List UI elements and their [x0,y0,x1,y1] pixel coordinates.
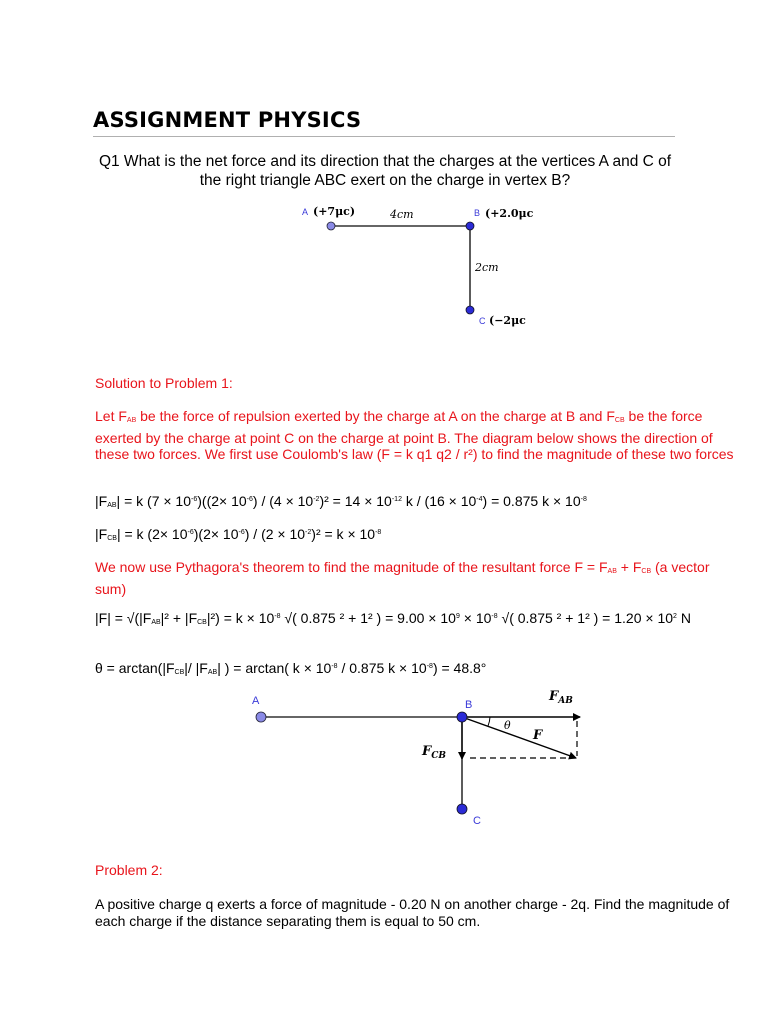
point-b [466,222,474,230]
label-c: C [479,316,486,326]
pythagoras-paragraph: We now use Pythagora's theorem to find the magnitude of the resultant force $F = F_{AB} + F_{CB}$ (a vector sum) [95,559,710,597]
angle-arc [488,717,490,726]
point-a [327,222,335,230]
equation-theta: $\theta = \arctan(|F_{CB}|/$ $|F_{AB}|$ ) = arctan( $k \times 10^{-8} / 0.875$ $k \times 10^{-8}) = 48.8^\circ$ [95,660,487,676]
charge-b: (+2.0μc [485,207,534,220]
point-c [466,306,474,314]
label-fcb: $F_{CB}$ [422,744,447,761]
problem-2-text: A positive charge q exerts a force of magnitude - 0.20 N on another charge - 2q. Find the magnitude of each charge if the distance separating them is equal to 50 cm. [95,896,730,929]
charge-c: (−2μc [489,314,526,327]
charge-a: (+7μc) [313,205,356,218]
question-1: Q1 What is the net force and its direction that the charges at the vertices A and C of the right triangle ABC exert on the charge in vertex B? [98,153,672,189]
problem-2-heading: Problem 2: [95,862,163,878]
equation-resultant: $|F| = √(|F_{AB}|^2 + |F_{CB}|^2) = k \times 10^{-8}$ √( 0.875 ² + 1² ) = $9.00 \times 10^9 \times 10^{-8}$ √( 0.875 ² + 1² ) = $1.20 \times 10^2$ N [95,610,691,626]
label-f: F [533,728,543,743]
point-b [457,712,467,722]
label-b: B [465,699,473,711]
label-a: A [302,207,309,217]
point-c [457,804,467,814]
solution-heading: Solution to Problem 1: [95,375,233,391]
label-c: C [473,815,481,827]
label-theta: θ [504,719,511,732]
dist-ab: 4cm [390,208,414,221]
point-a [256,712,266,722]
label-fab: $F_{AB}$ [549,689,573,706]
triangle-diagram-1 [290,200,550,335]
vector-f [462,717,576,758]
dist-bc: 2cm [475,261,499,274]
solution-paragraph-1: Let $F_{AB}$ be the force of repulsion exerted by the charge at A on the charge at B and $F_{CB}$ be the force exerted by the charge at point C on the charge at point B. The diagram below shows the direction of these two forces. We first use Coulomb's law (F = k q1 q2 / r²) to find the magnitude of these two forces [95,408,734,462]
label-a: A [252,695,260,707]
label-b: B [474,208,481,218]
equation-fab: $|F_{AB}| = k$ $(7 \times 10^{-6})((2\times 10^{-6}) / (4 \times 10^{-2})^2 = 14 \times 10^{-12}$ $k / (16 \times 10^{-4}) = 0.875$ $k \times 10^{-8}$ [95,493,587,509]
page-title: ASSIGNMENT PHYSICS [93,108,362,132]
force-diagram-2 [240,680,600,830]
equation-fcb: $|F_{CB}| = k$ $(2\times 10^{-6})(2\times 10^{-6}) / (2 \times 10^{-2})^2 = k \times 10^{-8}$ [95,526,382,542]
title-divider [93,136,675,137]
